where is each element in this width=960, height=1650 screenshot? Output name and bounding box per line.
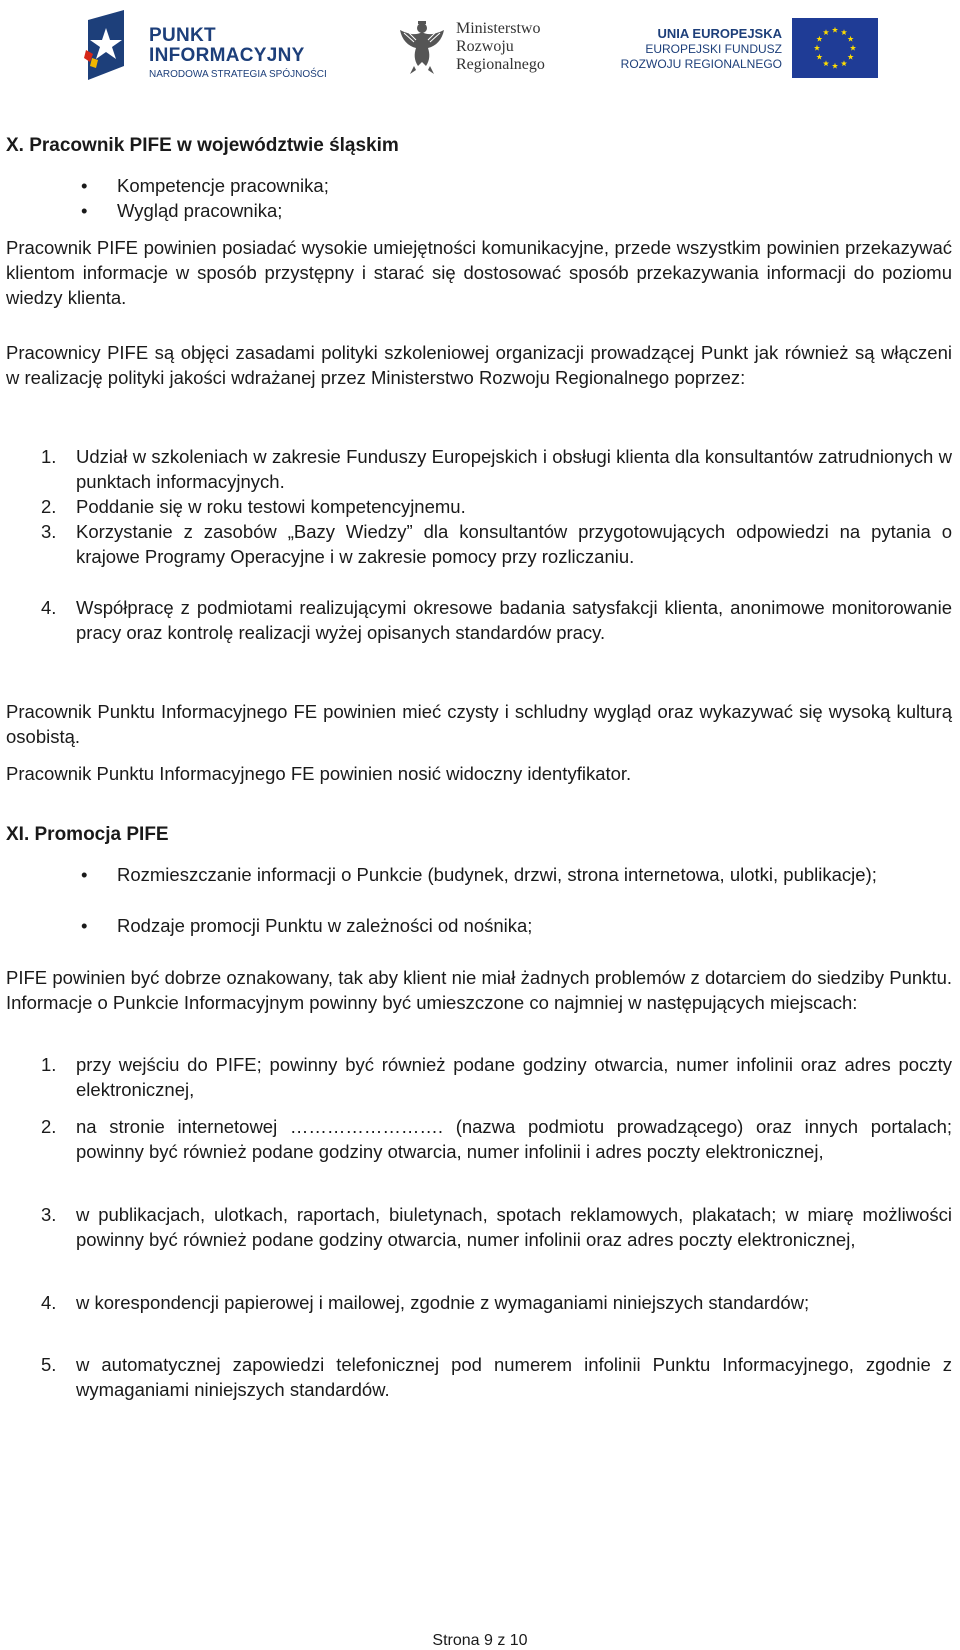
list-text: Korzystanie z zasobów „Bazy Wiedzy” dla konsultantów przygotowujących odpowiedzi na pytania o krajowe Programy Operacyjne i w zakresie pomocy przy rozliczaniu.: [76, 521, 952, 567]
bullet-text: Rodzaje promocji Punktu w zależności od nośnika;: [117, 915, 533, 936]
eu-line3: ROZWOJU REGIONALNEGO: [620, 57, 782, 71]
punkt-logo-line2: INFORMACYJNY: [149, 45, 305, 66]
list-number: 2.: [41, 1116, 57, 1137]
punkt-logo-line1: PUNKT: [149, 25, 216, 46]
list-text: w automatycznej zapowiedzi telefonicznej pod numerem infolinii Punktu Informacyjnego, zgodnie z wymaganiami niniejszych standardów.: [76, 1354, 952, 1400]
section-xi-paragraph-1: PIFE powinien być dobrze oznakowany, tak aby klient nie miał żadnych problemów z dotarciem do siedziby Punktu. Informacje o Punkcie Informacyjnym powinny być umieszczone co najmniej w następujących miejscach:: [6, 967, 952, 1013]
bullet-text: Wygląd pracownika;: [117, 200, 283, 221]
bullet-dot-icon: •: [81, 864, 88, 885]
list-number: 1.: [41, 1054, 57, 1075]
list-number: 1.: [41, 446, 57, 467]
bullet-text: Rozmieszczanie informacji o Punkcie (budynek, drzwi, strona internetowa, ulotki, publikacje);: [117, 864, 877, 885]
ministry-line3: Regionalnego: [456, 56, 545, 73]
section-x-heading: X. Pracownik PIFE w województwie śląskim: [6, 135, 399, 156]
ministry-line2: Rozwoju: [456, 38, 514, 55]
list-text: Udział w szkoleniach w zakresie Funduszy Europejskich i obsługi klienta dla konsultantów zatrudnionych w punktach informacyjnych.: [76, 446, 952, 492]
list-number: 4.: [41, 597, 57, 618]
eu-line1: UNIA EUROPEJSKA: [657, 26, 782, 41]
section-x-paragraph-2: Pracownicy PIFE są objęci zasadami polityki szkoleniowej organizacji prowadzącej Punkt jak również są włączeni w realizację polityki jakości wdrażanej przez Ministerstwo Rozwoju Regionalnego poprzez:: [6, 342, 952, 388]
section-xi-heading: XI. Promocja PIFE: [6, 824, 169, 845]
page-number-footer: Strona 9 z 10: [432, 1632, 528, 1649]
ministry-line1: Ministerstwo: [456, 20, 541, 37]
punkt-logo-line3: NARODOWA STRATEGIA SPÓJNOŚCI: [149, 69, 327, 80]
ministry-logo: [396, 18, 566, 78]
list-number: 4.: [41, 1292, 57, 1313]
punkt-informacyjny-logo: [84, 6, 339, 86]
list-text: Poddanie się w roku testowi kompetencyjnemu.: [76, 496, 466, 517]
list-text: Współpracę z podmiotami realizującymi okresowe badania satysfakcji klienta, anonimowe monitorowanie pracy oraz kontrolę realizacji wyżej opisanych standardów pracy.: [76, 597, 952, 643]
bullet-dot-icon: •: [81, 175, 88, 196]
list-number: 5.: [41, 1354, 57, 1375]
list-text: w publikacjach, ulotkach, raportach, biuletynach, spotach reklamowych, plakatach; w miarę możliwości powinny być również podane godziny otwarcia, numer infolinii oraz adres poczty elektronicznej,: [76, 1204, 952, 1250]
section-x-paragraph-3: Pracownik Punktu Informacyjnego FE powinien mieć czysty i schludny wygląd oraz wykazywać się wysoką kulturą osobistą.: [6, 701, 952, 747]
bullet-dot-icon: •: [81, 915, 88, 936]
list-text: przy wejściu do PIFE; powinny być również podane godziny otwarcia, numer infolinii oraz adres poczty elektronicznej,: [76, 1054, 952, 1100]
list-text: w korespondencji papierowej i mailowej, zgodnie z wymaganiami niniejszych standardów;: [76, 1292, 810, 1313]
list-number: 3.: [41, 521, 57, 542]
section-x-paragraph-1: Pracownik PIFE powinien posiadać wysokie umiejętności komunikacyjne, przede wszystkim powinien przekazywać klientom informacje w sposób przystępny i starać się dostosować sposób przekazywania informacji do poziomu wiedzy klienta.: [6, 237, 952, 308]
punkt-star-icon: [84, 6, 148, 86]
eu-flag-icon: [792, 18, 878, 78]
list-number: 2.: [41, 496, 57, 517]
list-number: 3.: [41, 1204, 57, 1225]
eagle-emblem-icon: [396, 18, 448, 76]
section-x-paragraph-4: Pracownik Punktu Informacyjnego FE powinien nosić widoczny identyfikator.: [6, 763, 632, 784]
header-logos: [0, 0, 960, 95]
bullet-dot-icon: •: [81, 200, 88, 221]
eu-logo: [620, 18, 878, 80]
bullet-text: Kompetencje pracownika;: [117, 175, 329, 196]
list-text: na stronie internetowej ……………………. (nazwa podmiotu prowadzącego) oraz innych portalach; powinny być również podane godziny otwarcia, numer infolinii i adres poczty elektronicznej,: [76, 1116, 952, 1162]
eu-line2: EUROPEJSKI FUNDUSZ: [645, 42, 782, 56]
